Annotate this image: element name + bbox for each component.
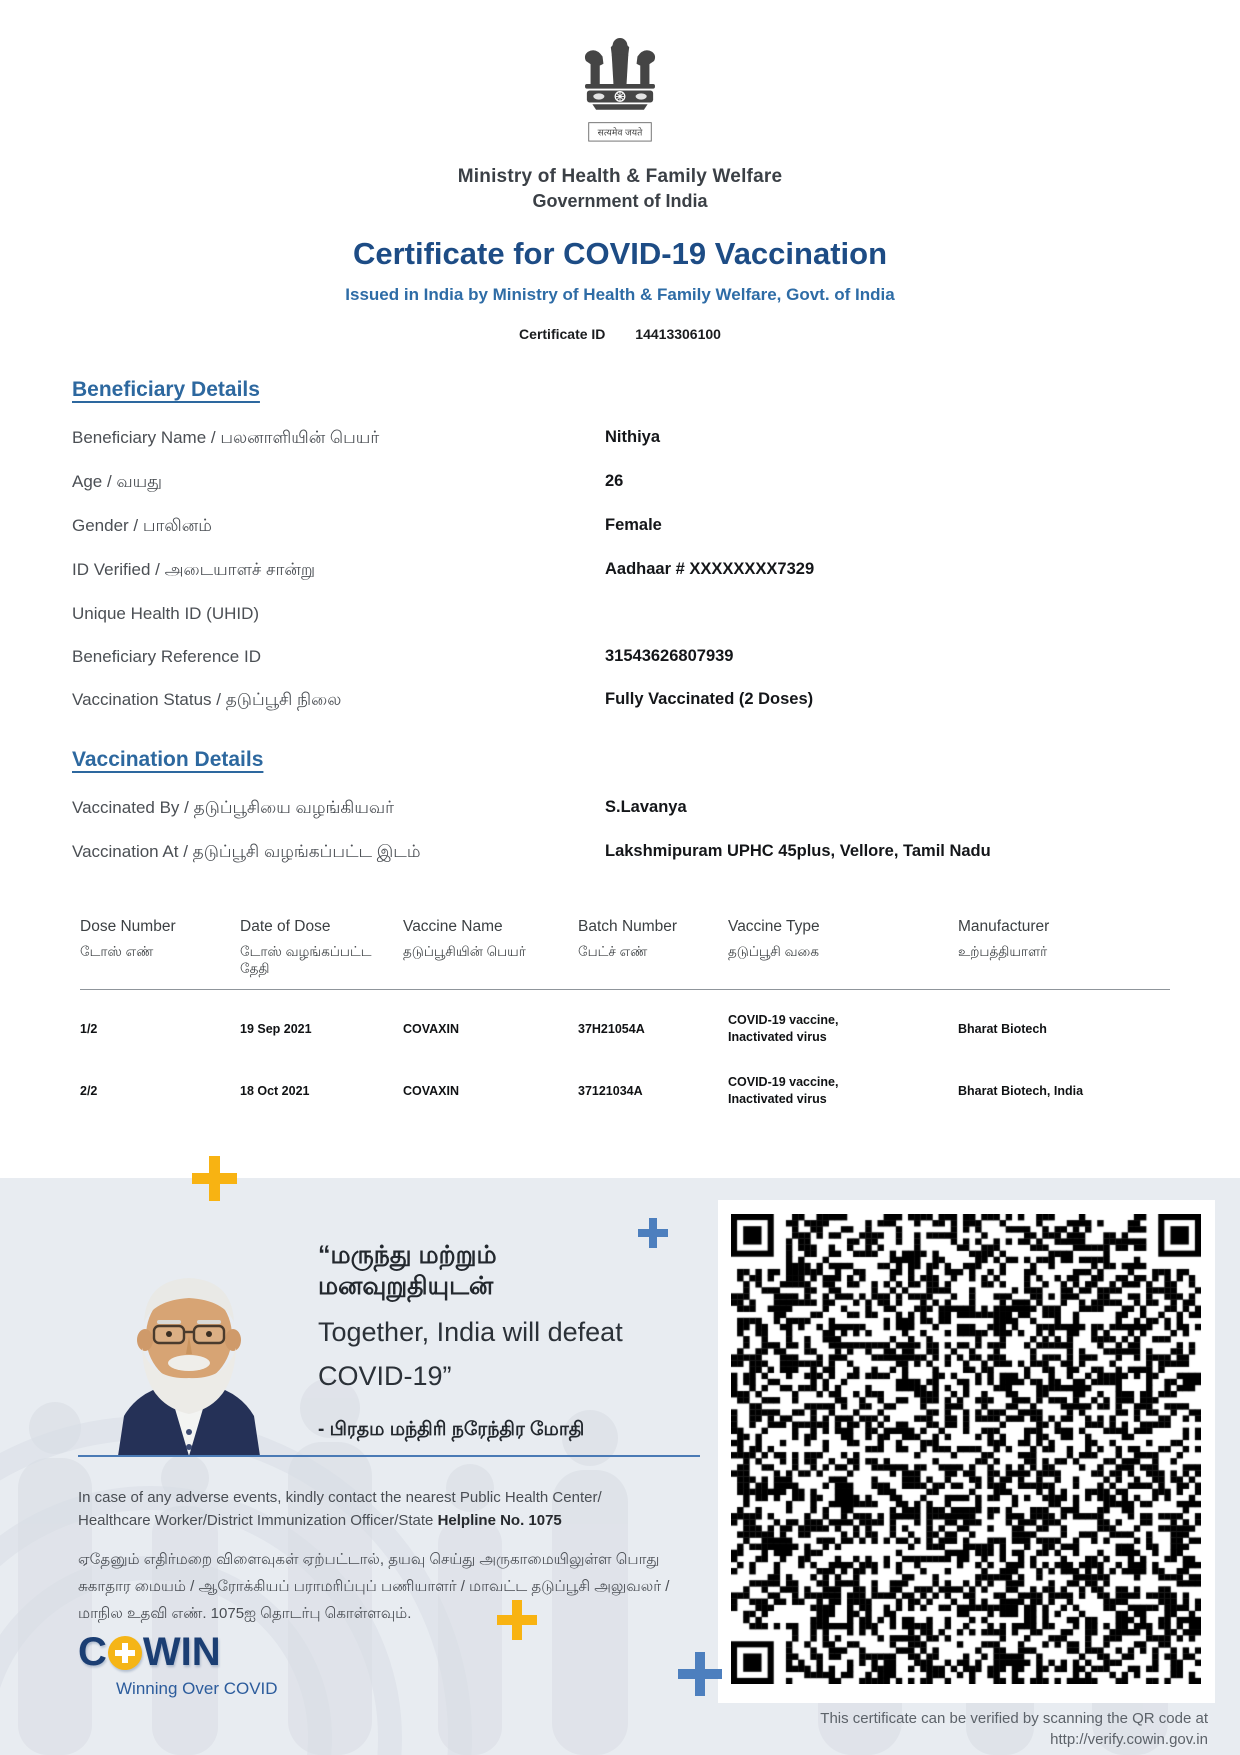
- cowin-plus-icon: [108, 1636, 142, 1670]
- dose-table: [80, 918, 1170, 1114]
- plus-decoration-yellow-icon: [497, 1600, 537, 1640]
- pm-photo: [80, 1264, 298, 1456]
- quote-english-line1: Together, India will defeat: [318, 1317, 623, 1347]
- footer-banner: [0, 1178, 1240, 1755]
- plus-decoration-yellow-icon: [192, 1156, 237, 1201]
- field-label: Vaccination At / தடுப்பூசி வழங்கப்பட்ட இடம்: [72, 842, 421, 861]
- manufacturer-cell: Bharat Biotech: [958, 1021, 1047, 1036]
- certificate-id-label: Certificate ID: [519, 326, 606, 342]
- col-vaccine-name: Vaccine Name தடுப்பூசியின் பெயர்: [403, 918, 526, 959]
- field-label: Gender / பாலினம்: [72, 516, 212, 535]
- col-dose-number: Dose Number டோஸ் எண்: [80, 918, 176, 959]
- vaccine-type-cell: COVID-19 vaccine, Inactivated virus: [728, 1013, 839, 1044]
- pm-quote: [318, 1240, 698, 1443]
- field-value: S.Lavanya: [605, 798, 687, 816]
- field-label: Beneficiary Name / பலனாளியின் பெயர்: [72, 428, 380, 447]
- field-label: ID Verified / அடையாளச் சான்று: [72, 560, 316, 579]
- field-label: Age / வயது: [72, 472, 163, 491]
- quote-english-line2: COVID-19”: [318, 1361, 452, 1391]
- col-date-of-dose: Date of Dose டோஸ் வழங்கப்பட்ட தேதி: [240, 918, 372, 976]
- field-label: Vaccination Status / தடுப்பூசி நிலை: [72, 690, 342, 709]
- vaccination-details-heading: Vaccination Details: [72, 748, 264, 771]
- table-row: [80, 1006, 1170, 1052]
- cowin-logo-win: WIN: [142, 1630, 221, 1674]
- vaccination-at-row: [72, 842, 1168, 864]
- emblem-motto: [589, 123, 652, 141]
- gender-row: [72, 516, 1168, 538]
- adverse-note-english: In case of any adverse events, kindly contact the nearest Public Health Center/ Healthcare Worker/District Immunization Officer/State Helpline No. 1075: [78, 1489, 602, 1529]
- table-divider: [80, 989, 1170, 990]
- col-manufacturer: Manufacturer உற்பத்தியாளர்: [958, 918, 1050, 959]
- reference-id-row: [72, 647, 1168, 668]
- certificate-body: [0, 378, 1240, 1114]
- cowin-logo-c: C: [78, 1630, 107, 1674]
- field-value: 31543626807939: [605, 647, 734, 665]
- field-label: Unique Health ID (UHID): [72, 604, 260, 623]
- verify-url: http://verify.cowin.gov.in: [1050, 1731, 1208, 1748]
- ministry-line2: Government of India: [532, 191, 708, 211]
- helpline-number: Helpline No. 1075: [437, 1512, 562, 1529]
- dose-number-cell: 1/2: [80, 1021, 98, 1036]
- vaccinated-by-row: [72, 798, 1168, 820]
- cowin-logo: [78, 1630, 278, 1699]
- ministry-line1: Ministry of Health & Family Welfare: [457, 166, 783, 187]
- field-value: Lakshmipuram UPHC 45plus, Vellore, Tamil Nadu: [605, 842, 991, 860]
- qr-code: [731, 1214, 1201, 1684]
- certificate-id: [0, 326, 1240, 342]
- dose-table-header: [80, 918, 1170, 977]
- quote-tamil: “மருந்து மற்றும் மனவுறுதியுடன்: [318, 1241, 497, 1300]
- table-row: [80, 1068, 1170, 1114]
- uhid-row: [72, 604, 1168, 625]
- field-value: Aadhaar # XXXXXXXX7329: [605, 560, 815, 578]
- beneficiary-details: [72, 428, 1168, 712]
- quote-attribution: - பிரதம மந்திரி நரேந்திர மோதி: [318, 1419, 585, 1440]
- adverse-note-tamil: ஏதேனும் எதிர்மறை விளைவுகள் ஏற்பட்டால், தயவு செய்து அருகாமையிலுள்ள பொது சுகாதார மையம் / ஆரோக்கியப் பராமரிப்புப் பணியாளர் / மாவட்ட தடுப்பூசி அலுவலர் / மாநில உதவி எண். 1075ஐ தொடர்பு கொள்ளவும்.: [78, 1551, 670, 1622]
- batch-number-cell: 37121034A: [578, 1083, 643, 1098]
- vaccine-name-cell: COVAXIN: [403, 1083, 460, 1098]
- plus-decoration-blue-icon: [638, 1218, 668, 1248]
- beneficiary-name-row: [72, 428, 1168, 450]
- manufacturer-cell: Bharat Biotech, India: [958, 1083, 1084, 1098]
- field-value: Nithiya: [605, 428, 661, 446]
- qr-code-panel: [718, 1200, 1215, 1703]
- certificate-id-value: 14413306100: [635, 326, 721, 342]
- field-value: [605, 604, 1168, 625]
- certificate-title: Certificate for COVID-19 Vaccination: [352, 236, 888, 271]
- beneficiary-details-heading: Beneficiary Details: [72, 378, 260, 401]
- field-value: Fully Vaccinated (2 Doses): [605, 690, 814, 708]
- field-value: Female: [605, 516, 662, 534]
- vaccine-type-cell: COVID-19 vaccine, Inactivated virus: [728, 1075, 839, 1106]
- field-value: 26: [605, 472, 624, 490]
- certificate-header: [0, 0, 1240, 342]
- col-vaccine-type: Vaccine Type தடுப்பூசி வகை: [728, 918, 820, 959]
- dose-number-cell: 2/2: [80, 1083, 98, 1098]
- plus-decoration-blue-icon: [678, 1652, 722, 1696]
- age-row: [72, 472, 1168, 494]
- vaccination-status-row: [72, 690, 1168, 712]
- photo-underline: [78, 1455, 700, 1457]
- national-emblem-icon: [574, 34, 666, 158]
- vaccination-details: [72, 798, 1168, 864]
- id-verified-row: [72, 560, 1168, 582]
- col-batch-number: Batch Number பேட்ச் எண்: [578, 918, 678, 959]
- field-label: Vaccinated By / தடுப்பூசியை வழங்கியவர்: [72, 798, 395, 817]
- verify-note: This certificate can be verified by scanning the QR code at http://verify.cowin.gov.in: [820, 1710, 1208, 1748]
- date-of-dose-cell: 19 Sep 2021: [240, 1021, 312, 1036]
- cowin-tagline: Winning Over COVID: [116, 1679, 278, 1698]
- field-label: Beneficiary Reference ID: [72, 647, 261, 666]
- date-of-dose-cell: 18 Oct 2021: [240, 1083, 310, 1098]
- svg-text:सत्यमेव जयते: सत्यमेव जयते: [597, 127, 643, 138]
- certificate-subtitle: Issued in India by Ministry of Health & Family Welfare, Govt. of India: [345, 285, 895, 304]
- vaccine-name-cell: COVAXIN: [403, 1021, 460, 1036]
- batch-number-cell: 37H21054A: [578, 1021, 645, 1036]
